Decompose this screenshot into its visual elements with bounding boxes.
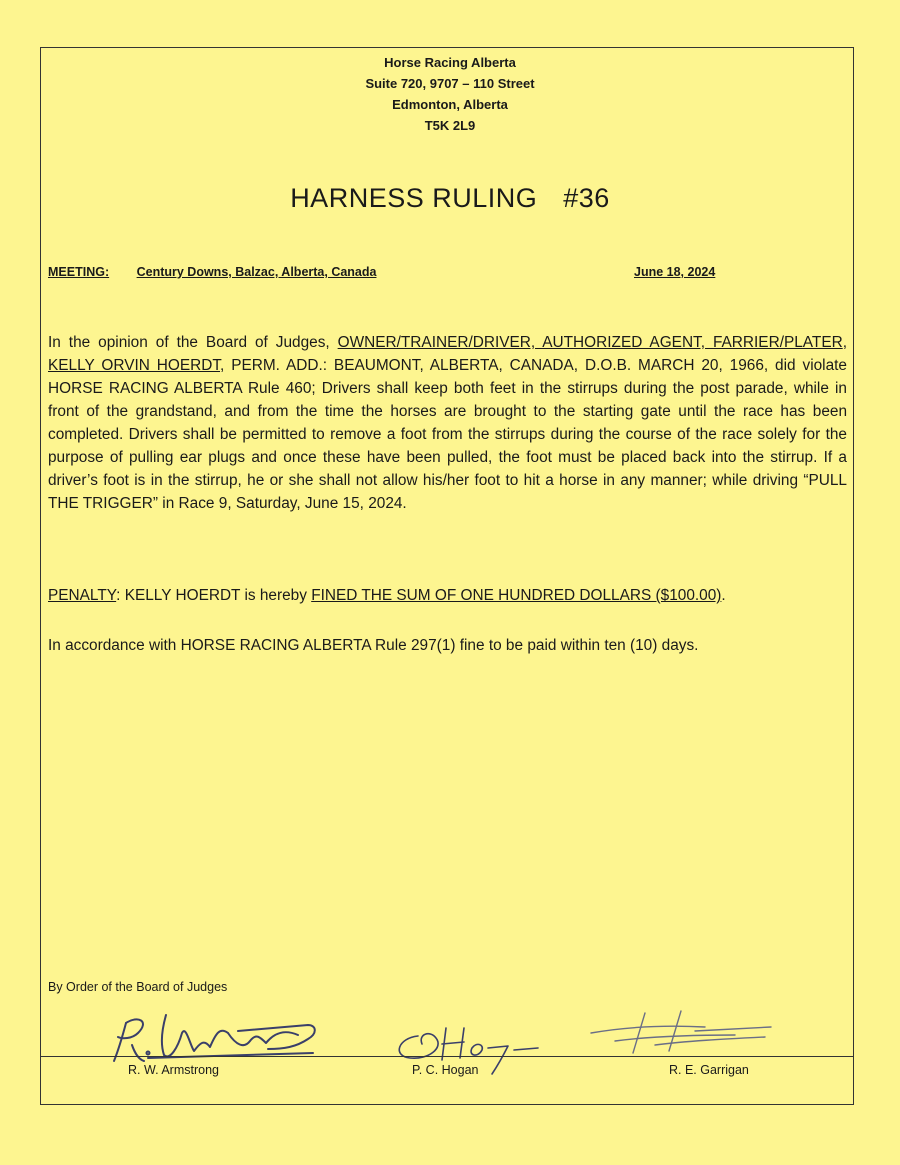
ruling-details: , PERM. ADD.: BEAUMONT, ALBERTA, CANADA, D.O.B. MARCH 20, 1966, did violate HORSE RACING ALBERTA Rule 460; Drivers shall keep both feet in the stirrups during the post parade, while in front of the grandstand, and from the time the horses are brought to the starting gate until the race has been completed. Drivers shall be permitted to remove a foot from the stirrups during the course of the race solely for the purpose of pulling ear plugs and once these have been pulled, the foot must be placed back into the stirrup. If a driver’s foot is in the stirrup, he or she shall not allow his/her foot to hit a horse in any manner; while driving “PULL THE TRIGGER” in Race 9, Saturday, June 15, 2024. <box>48 357 847 512</box>
meeting-venue: Century Downs, Balzac, Alberta, Canada <box>136 265 377 279</box>
signature-line <box>40 1056 854 1057</box>
licensee-name: KELLY ORVIN HOERDT <box>48 357 221 374</box>
judge-name-1: R. W. Armstrong <box>128 1063 219 1077</box>
org-name: Horse Racing Alberta <box>384 55 516 70</box>
penalty-fine: FINED THE SUM OF ONE HUNDRED DOLLARS ($100.00) <box>311 587 722 604</box>
meeting-line <box>48 265 730 279</box>
judge-name-2: P. C. Hogan <box>412 1063 479 1077</box>
ruling-title <box>0 183 900 214</box>
postal-code: T5K 2L9 <box>424 118 476 133</box>
address-line-1: Suite 720, 9707 – 110 Street <box>365 76 535 91</box>
penalty-label: PENALTY <box>48 587 117 604</box>
penalty-paragraph <box>48 584 847 607</box>
address-line-2: Edmonton, Alberta <box>392 97 508 112</box>
accordance-paragraph: In accordance with HORSE RACING ALBERTA Rule 297(1) fine to be paid within ten (10) days. <box>48 637 699 654</box>
meeting-date: June 18, 2024 <box>634 265 716 279</box>
penalty-end: . <box>721 587 726 604</box>
judge-name-3: R. E. Garrigan <box>669 1063 749 1077</box>
ruling-title-text: HARNESS RULING <box>290 183 538 213</box>
ruling-separator: , <box>842 334 847 351</box>
penalty-subject: : KELLY HOERDT is hereby <box>116 587 312 604</box>
signature-garrigan <box>585 1005 775 1061</box>
ruling-number: #36 <box>563 183 610 213</box>
letterhead <box>0 52 900 136</box>
licensee-roles: OWNER/TRAINER/DRIVER, AUTHORIZED AGENT, FARRIER/PLATER <box>337 334 843 351</box>
ruling-paragraph <box>48 331 847 515</box>
meeting-label: MEETING: <box>48 265 110 279</box>
ruling-intro: In the opinion of the Board of Judges, <box>48 334 338 351</box>
by-order-label: By Order of the Board of Judges <box>48 980 228 994</box>
